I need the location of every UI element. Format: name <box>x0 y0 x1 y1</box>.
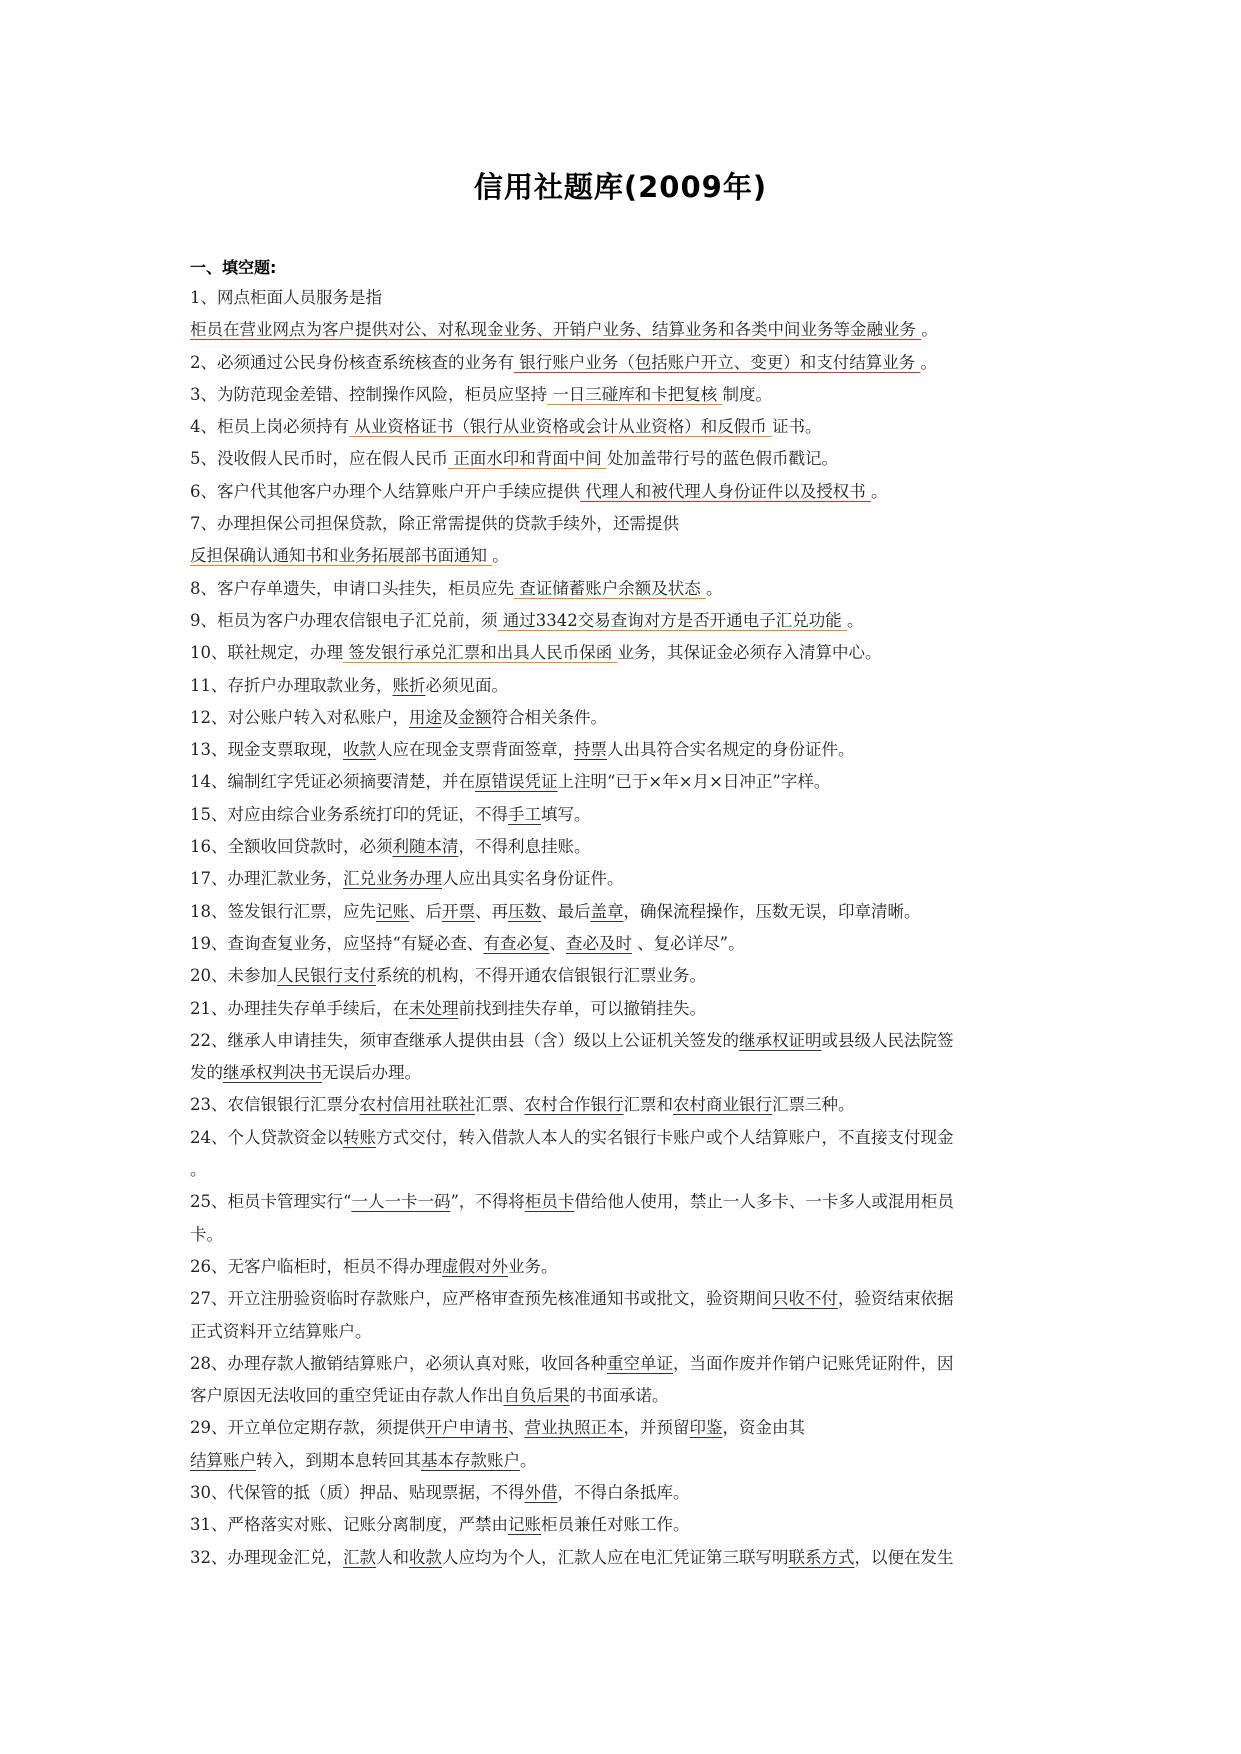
question-line <box>190 314 1060 346</box>
question-line <box>190 443 1060 475</box>
answer-blank: 有查必复 <box>483 933 550 953</box>
question-text: 证书。 <box>772 417 822 437</box>
question-text: 系统的机构，不得开通农信银银行汇票业务。 <box>376 966 706 986</box>
question-text: ，资金由其 <box>722 1418 805 1438</box>
question-text: 必须见面。 <box>425 675 508 695</box>
answer-blank: 银行账户业务（包括账户开立、变更）和支付结算业务 <box>514 352 921 372</box>
answer-blank: 汇兑业务办理 <box>343 869 442 889</box>
question-text: 1、网点柜面人员服务是指 <box>190 288 382 307</box>
question-text: 上注明“已于×年×月×日冲正”字样。 <box>557 772 831 792</box>
question-text: ，以便在发生 <box>854 1547 954 1567</box>
answer-blank: 记账 <box>508 1515 541 1535</box>
question-text: 10、联社规定，办理 <box>190 643 343 663</box>
answer-blank: 查必及时 <box>565 933 632 953</box>
question-line <box>190 1412 1060 1444</box>
question-line <box>190 993 1060 1025</box>
question-text: 的书面承诺。 <box>569 1386 669 1406</box>
question-line <box>190 702 1060 734</box>
answer-blank: 通过3342交易查询对方是否开通电子汇兑功能 <box>497 610 847 630</box>
question-text: 23、农信银银行汇票分 <box>190 1095 360 1115</box>
question-text: 及 <box>442 707 459 727</box>
question-text: 7、办理担保公司担保贷款，除正常需提供的贷款手续外，还需提供 <box>190 514 679 534</box>
question-text: 32、办理现金汇兑， <box>190 1547 343 1567</box>
question-line <box>190 1154 1060 1186</box>
question-text: 28、办理存款人撤销结算账户，必须认真对账，收回各种 <box>190 1353 607 1373</box>
question-line <box>190 1251 1060 1283</box>
question-text: 14、编制红字凭证必须摘要清楚，并在 <box>190 772 475 792</box>
question-line <box>190 928 1060 960</box>
question-text: 、后 <box>409 901 442 921</box>
question-text: 制度。 <box>722 384 772 404</box>
question-line <box>190 347 1060 379</box>
question-text: 前找到挂失存单，可以撤销挂失。 <box>458 998 706 1018</box>
question-line <box>190 637 1060 669</box>
answer-blank: 继承权证明 <box>739 1030 822 1050</box>
question-text: 13、现金支票取现， <box>190 740 343 760</box>
question-line <box>190 1219 1060 1251</box>
answer-blank: 查证储蓄账户余额及状态 <box>514 578 706 598</box>
answer-blank: 农村商业银行 <box>673 1095 772 1115</box>
question-line <box>190 1186 1060 1218</box>
question-line <box>190 1316 1060 1348</box>
question-text: 、最后 <box>541 901 591 921</box>
question-text: 。 <box>920 352 937 372</box>
answer-blank: 收款 <box>409 1547 442 1567</box>
question-text: ，确保流程操作，压数无误，印章清晰。 <box>623 901 921 921</box>
question-line <box>190 1477 1060 1509</box>
question-text: 29、开立单位定期存款，须提供 <box>190 1418 426 1438</box>
section-heading: 一、填空题: <box>190 258 277 277</box>
question-text: 业务。 <box>508 1256 558 1276</box>
answer-blank: 外借 <box>524 1482 558 1502</box>
document-title: 信用社题库(2009年) <box>473 170 768 204</box>
question-text: 符合相关条件。 <box>491 707 607 727</box>
answer-blank: 继承权判决书 <box>223 1063 322 1083</box>
answer-blank: 利随本清 <box>392 837 459 857</box>
question-text: 。 <box>871 481 888 501</box>
question-text: 人应在现金支票背面签章， <box>376 740 574 760</box>
question-text: 24、个人贷款资金以 <box>190 1127 343 1147</box>
question-text: 。 <box>846 610 864 630</box>
answer-blank: 柜员卡 <box>524 1192 575 1212</box>
question-text: 方式交付，转入借款人本人的实名银行卡账户或个人结算账户，不直接支付现金 <box>376 1127 954 1147</box>
question-text: 或县级人民法院签 <box>821 1030 954 1050</box>
question-text: 、再 <box>475 901 508 921</box>
answer-blank: 虚假对外 <box>442 1256 508 1276</box>
question-text: 。 <box>190 1160 207 1180</box>
question-line <box>190 1122 1060 1154</box>
question-text: 业务，其保证金必须存入清算中心。 <box>617 643 882 663</box>
answer-blank: 正面水印和背面中间 <box>448 449 607 469</box>
question-text: 8、客户存单遗失，申请口头挂失，柜员应先 <box>190 578 514 598</box>
question-line <box>190 1089 1060 1121</box>
answer-blank: 原错误凭证 <box>475 772 558 792</box>
question-text: 26、无客户临柜时，柜员不得办理 <box>190 1256 442 1276</box>
question-text: 15、对应由综合业务系统打印的凭证，不得 <box>190 804 508 824</box>
question-line <box>190 379 1060 411</box>
question-text: 12、对公账户转入对私账户， <box>190 707 409 727</box>
question-text: ，不得白条抵库。 <box>557 1482 690 1502</box>
question-text: ”，不得将 <box>450 1192 525 1212</box>
question-text: 柜员兼任对账工作。 <box>541 1515 690 1535</box>
answer-blank: 压数 <box>508 901 541 921</box>
question-text: 11、存折户办理取款业务， <box>190 675 393 695</box>
question-text: 5、没收假人民币时，应在假人民币 <box>190 449 448 469</box>
question-text: 正式资料开立结算账户。 <box>190 1321 372 1341</box>
question-line <box>190 1380 1060 1412</box>
question-line <box>190 605 1060 637</box>
question-text: 填写。 <box>541 804 591 824</box>
answer-blank: 只收不付 <box>772 1289 838 1309</box>
answer-blank: 营业执照正本 <box>524 1418 624 1438</box>
question-line <box>190 476 1060 508</box>
question-line <box>190 896 1060 928</box>
answer-blank: 基本存款账户 <box>421 1450 520 1470</box>
question-text: 发的 <box>190 1063 223 1083</box>
answer-blank: 农村合作银行 <box>524 1095 624 1115</box>
question-text: 汇票和 <box>623 1095 673 1115</box>
question-text: 19、查询查复业务，应坚持“有疑必查、 <box>190 933 484 953</box>
answer-blank: 人民银行支付 <box>277 966 376 986</box>
question-line <box>190 1348 1060 1380</box>
question-text: 处加盖带行号的蓝色假币戳记。 <box>607 449 838 469</box>
answer-blank: 签发银行承兑汇票和出具人民币保函 <box>343 643 618 663</box>
question-text: 22、继承人申请挂失，须审查继承人提供由县（含）级以上公证机关签发的 <box>190 1030 739 1050</box>
question-line <box>190 831 1060 863</box>
question-text: ，并预留 <box>623 1418 690 1438</box>
question-line <box>190 1057 1060 1089</box>
answer-blank: 收款 <box>343 740 376 760</box>
question-line <box>190 734 1060 766</box>
question-text: 21、办理挂失存单手续后，在 <box>190 998 409 1018</box>
question-line <box>190 508 1060 540</box>
answer-blank: 手工 <box>508 804 541 824</box>
question-line <box>190 670 1060 702</box>
question-text: 人应出具实名身份证件。 <box>442 869 624 889</box>
answer-blank: 农村信用社联社 <box>359 1095 475 1115</box>
answer-blank: 转账 <box>343 1127 376 1147</box>
question-text: 4、柜员上岗必须持有 <box>190 417 349 437</box>
answer-blank: 印鉴 <box>689 1418 723 1438</box>
question-text: 、 <box>508 1418 525 1438</box>
question-text: 17、办理汇款业务， <box>190 869 343 889</box>
answer-blank: 盖章 <box>590 901 624 921</box>
question-line <box>190 1542 1060 1574</box>
question-text: 人和 <box>376 1547 409 1567</box>
answer-blank: 一日三碰库和卡把复核 <box>547 384 723 404</box>
question-text: 31、严格落实对账、记账分离制度，严禁由 <box>190 1515 508 1535</box>
question-line <box>190 1283 1060 1315</box>
answer-blank: 一人一卡一码 <box>351 1192 451 1212</box>
question-line <box>190 411 1060 443</box>
question-line <box>190 960 1060 992</box>
question-text: 卡。 <box>190 1224 223 1244</box>
answer-blank: 反担保确认通知书和业务拓展部书面通知 <box>190 546 493 566</box>
question-text: 16、全额收回贷款时，必须 <box>190 837 393 857</box>
answer-blank: 自负后果 <box>503 1386 570 1406</box>
question-text: ，不得利息挂账。 <box>458 837 591 857</box>
question-line <box>190 282 1060 314</box>
question-text: 汇票、 <box>475 1095 525 1115</box>
answer-blank: 开户申请书 <box>425 1418 508 1438</box>
question-text: 汇票三种。 <box>772 1095 855 1115</box>
question-text: 无误后办理。 <box>322 1063 421 1083</box>
answer-blank: 开票 <box>442 901 475 921</box>
question-text: 6、客户代其他客户办理个人结算账户开户手续应提供 <box>190 481 580 501</box>
answer-blank: 结算账户 <box>190 1450 256 1470</box>
question-line <box>190 863 1060 895</box>
answer-blank: 记账 <box>376 901 409 921</box>
question-text: 25、柜员卡管理实行“ <box>190 1192 352 1212</box>
question-text: 。 <box>706 578 723 598</box>
answer-blank: 从业资格证书（银行从业资格或会计从业资格）和反假币 <box>349 417 772 437</box>
answer-blank: 持票 <box>574 740 607 760</box>
question-text: 18、签发银行汇票，应先 <box>190 901 376 921</box>
answer-blank: 金额 <box>458 707 492 727</box>
question-text: 20、未参加 <box>190 966 277 986</box>
answer-blank: 联系方式 <box>788 1547 855 1567</box>
answer-blank: 重空单证 <box>607 1353 673 1373</box>
answer-blank: 汇款 <box>343 1547 376 1567</box>
question-text: 2、必须通过公民身份核查系统核查的业务有 <box>190 352 514 372</box>
question-line <box>190 540 1060 572</box>
question-text: 借给他人使用，禁止一人多卡、一卡多人或混用柜员 <box>574 1192 954 1212</box>
question-line <box>190 1445 1060 1477</box>
answer-blank: 未处理 <box>409 998 459 1018</box>
question-text: 转入，到期本息转回其 <box>256 1450 421 1470</box>
question-text: 27、开立注册验资临时存款账户，应严格审查预先核准通知书或批文，验资期间 <box>190 1289 772 1309</box>
question-text: 人出具符合实名规定的身份证件。 <box>607 740 855 760</box>
question-line <box>190 766 1060 798</box>
question-line <box>190 1025 1060 1057</box>
question-text: 30、代保管的抵（质）押品、贴现票据，不得 <box>190 1482 525 1502</box>
question-text: 客户原因无法收回的重空凭证由存款人作出 <box>190 1386 504 1406</box>
question-list <box>190 282 1060 1574</box>
answer-blank: 账折 <box>392 675 426 695</box>
answer-blank: 柜员在营业网点为客户提供对公、对私现金业务、开销户业务、结算业务和各类中间业务等金融业务 <box>190 320 922 340</box>
question-line <box>190 1509 1060 1541</box>
question-text: 、 <box>549 933 566 953</box>
question-text: ，验资结束依据 <box>838 1289 954 1309</box>
question-text: 。 <box>921 320 938 340</box>
answer-blank: 用途 <box>409 707 442 727</box>
answer-blank: 代理人和被代理人身份证件以及授权书 <box>580 481 871 501</box>
question-text: ，当面作废并作销户记账凭证附件，因 <box>673 1353 954 1373</box>
question-text: 9、柜员为客户办理农信银电子汇兑前，须 <box>190 610 498 630</box>
question-text: 。 <box>492 546 509 566</box>
question-text: 。 <box>520 1450 537 1470</box>
question-line <box>190 799 1060 831</box>
question-line <box>190 573 1060 605</box>
question-text: 人应均为个人，汇款人应在电汇凭证第三联写明 <box>442 1547 789 1567</box>
question-text: 3、为防范现金差错、控制操作风险，柜员应坚持 <box>190 384 547 404</box>
question-text: 、复必详尽”。 <box>631 933 745 953</box>
